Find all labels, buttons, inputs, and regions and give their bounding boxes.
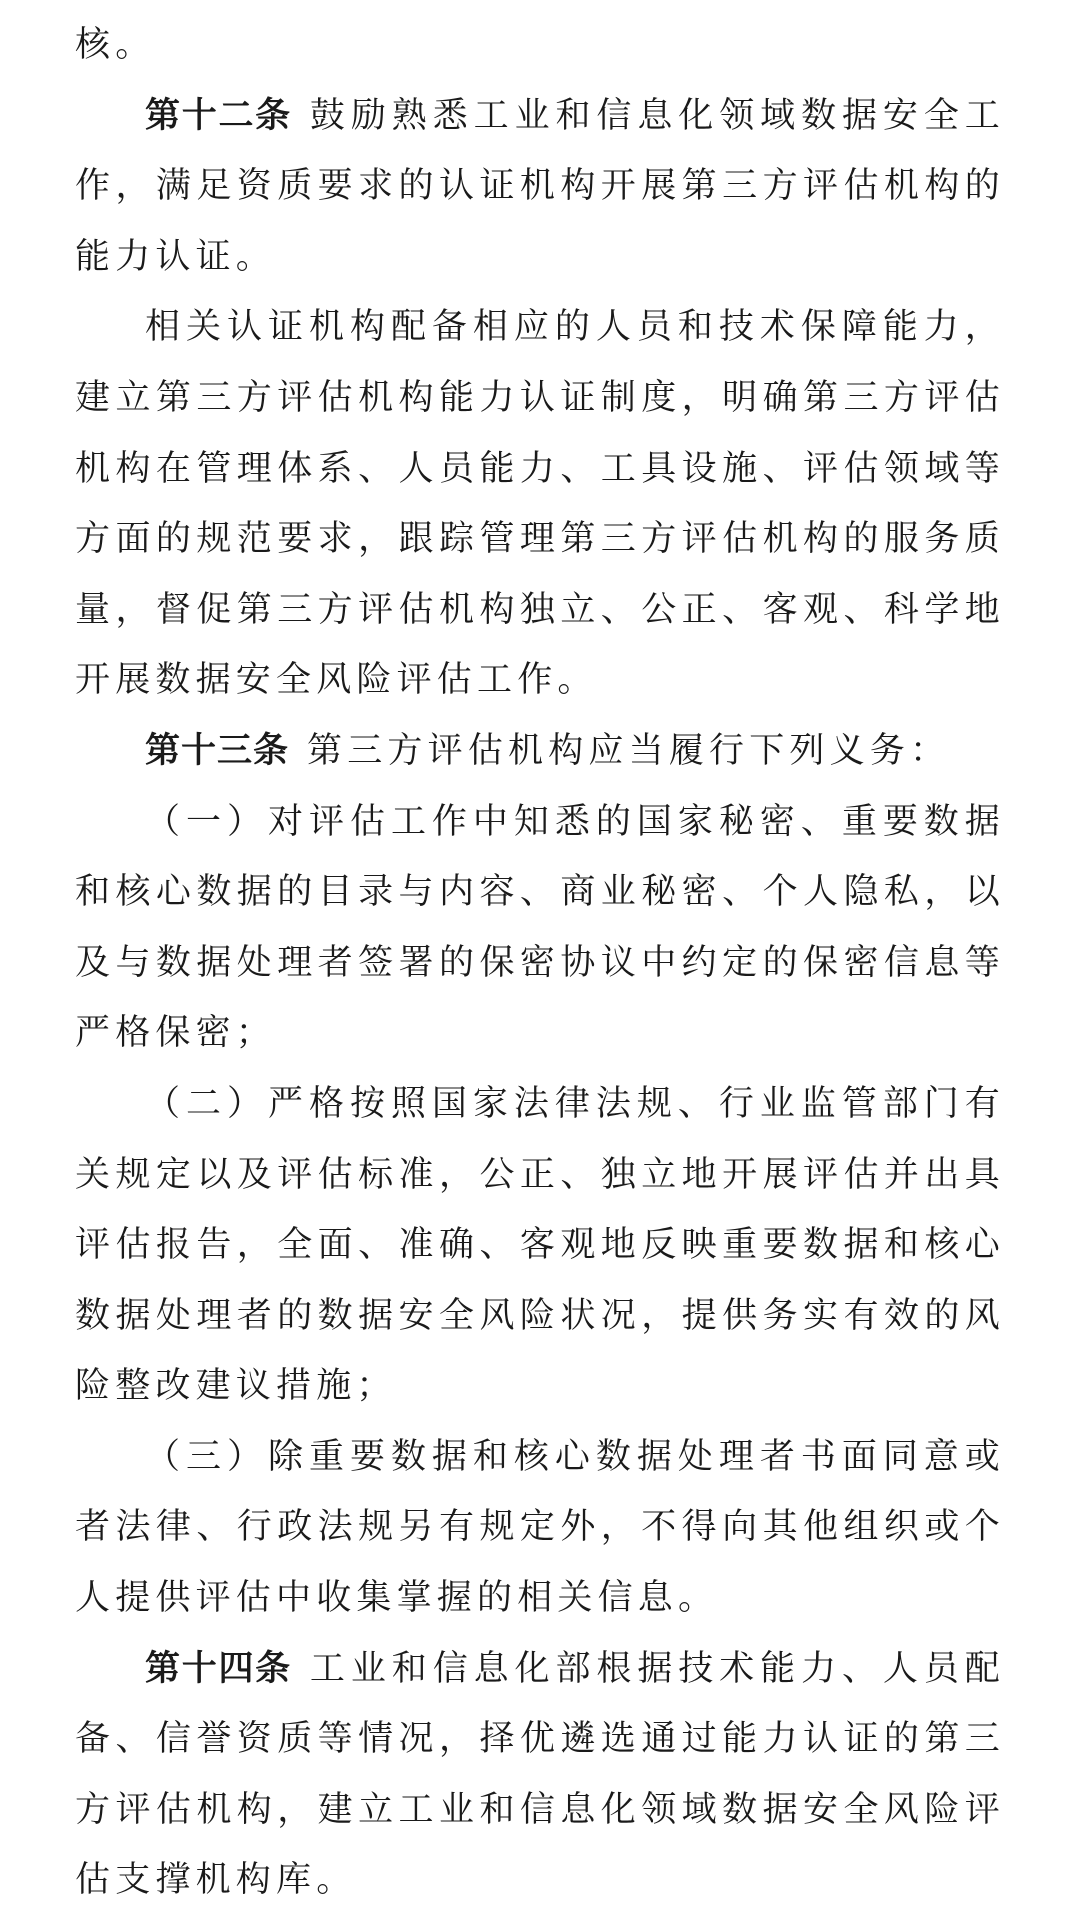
paragraph-text: （一）对评估工作中知悉的国家秘密、重要数据和核心数据的目录与内容、商业秘密、个人隐私，以及与数据处理者签署的保密协议中约定的保密信息等严格保密； <box>75 801 1005 1054</box>
paragraph-text: 第三方评估机构应当履行下列义务： <box>307 730 951 771</box>
paragraph-text: 鼓励熟悉工业和信息化领域数据安全工作，满足资质要求的认证机构开展第三方评估机构的能力认证。 <box>75 95 1005 277</box>
article-13-item-2 <box>75 1069 1005 1422</box>
article-13-item-3 <box>75 1422 1005 1634</box>
paragraph-text: 相关认证机构配备相应的人员和技术保障能力，建立第三方评估机构能力认证制度，明确第三方评估机构在管理体系、人员能力、工具设施、评估领域等方面的规范要求，跟踪管理第三方评估机构的服务质量，督促第三方评估机构独立、公正、客观、科学地开展数据安全风险评估工作。 <box>75 307 1005 701</box>
article-13-item-1 <box>75 787 1005 1069</box>
paragraph-text: 核。 <box>75 25 156 65</box>
article-12-paragraph-2 <box>75 292 1005 716</box>
document-body <box>75 10 1005 1916</box>
article-heading: 第十二条 <box>145 95 292 136</box>
paragraph-text: （三）除重要数据和核心数据处理者书面同意或者法律、行政法规另有规定外，不得向其他组织或个人提供评估中收集掌握的相关信息。 <box>75 1436 1005 1619</box>
paragraph-text: （二）严格按照国家法律法规、行业监管部门有关规定以及评估标准，公正、独立地开展评估并出具评估报告，全面、准确、客观地反映重要数据和核心数据处理者的数据安全风险状况，提供务实有效的风险整改建议措施； <box>75 1083 1005 1407</box>
article-12 <box>75 81 1005 293</box>
paragraph-continuation <box>75 10 1005 81</box>
article-14 <box>75 1634 1005 1916</box>
paragraph-text: 工业和信息化部根据技术能力、人员配备、信誉资质等情况，择优遴选通过能力认证的第三方评估机构，建立工业和信息化领域数据安全风险评估支撑机构库。 <box>75 1648 1005 1901</box>
article-heading: 第十三条 <box>145 730 290 771</box>
article-heading: 第十四条 <box>145 1648 292 1689</box>
article-13 <box>75 716 1005 787</box>
